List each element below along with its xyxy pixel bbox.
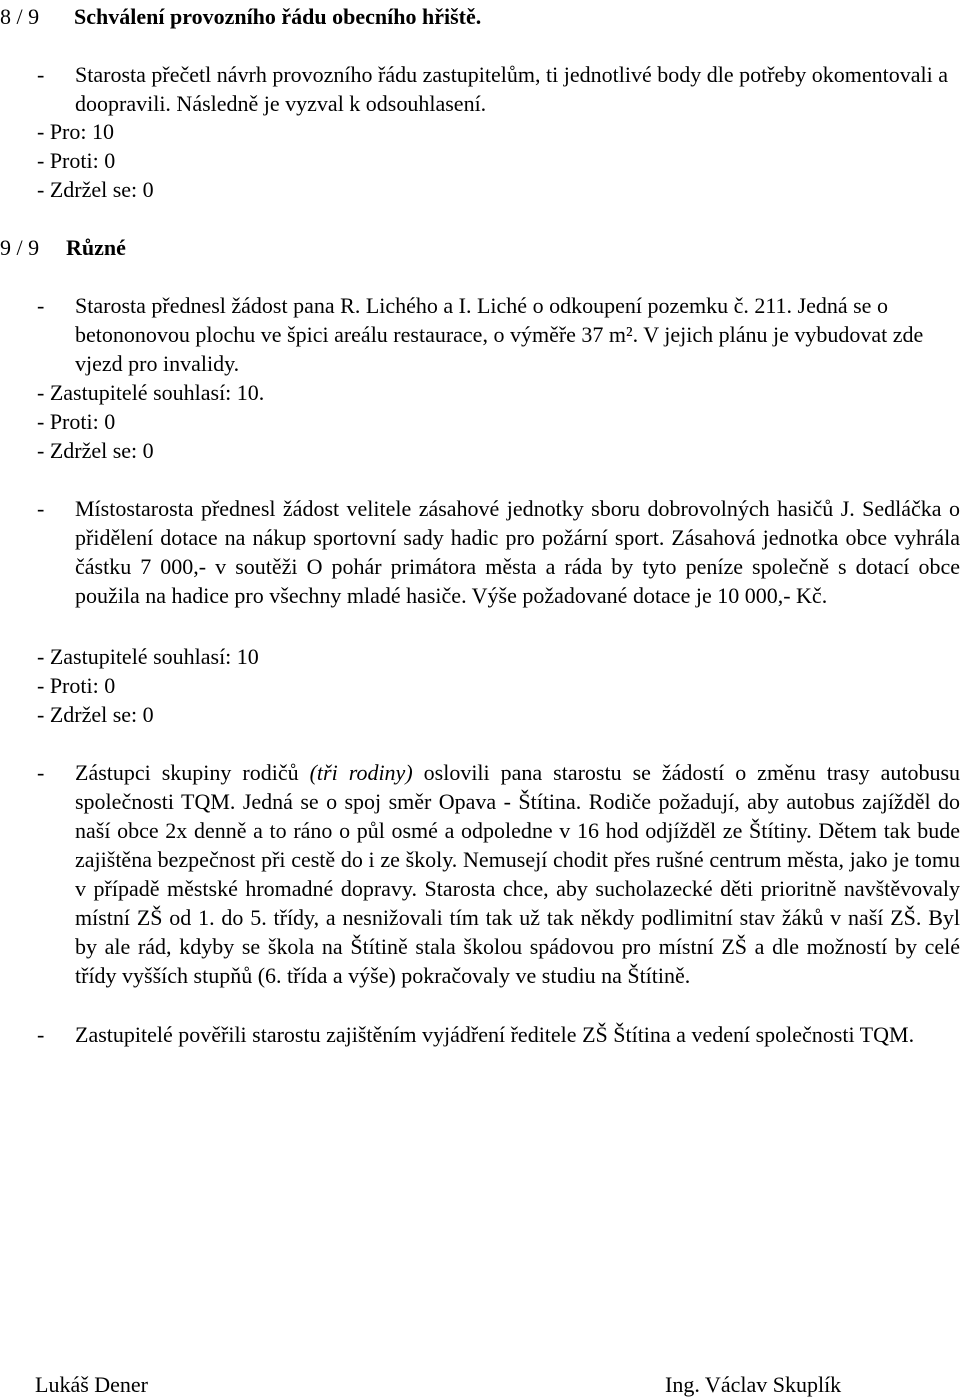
paragraph-text: Zastupitelé pověřili starostu zajištěním vyjádření ředitele ZŠ Štítina a vedení společnosti TQM. xyxy=(75,1022,915,1047)
vote-abstain: - Zdržel se: 0 xyxy=(37,702,154,727)
section-title: Schválení provozního řádu obecního hřiště. xyxy=(74,4,482,29)
paragraph-text: Starosta přečetl návrh provozního řádu zastupitelům, ti jednotlivé body dle potřeby okomentovali a doopravili. Následně je vyzval k odsouhlasení. xyxy=(75,62,949,116)
vote-abstain: - Zdržel se: 0 xyxy=(37,177,154,202)
paragraph xyxy=(0,60,960,118)
vote-for: - Zastupitelé souhlasí: 10 xyxy=(37,644,259,669)
paragraph xyxy=(0,291,960,378)
paragraph-text: Starosta přednesl žádost pana R. Lichého a I. Liché o odkoupení pozemku č. 211. Jedná se o betononovou plochu ve špici areálu restaurace, o výměře 37 m². V jejich plánu je vybudovat zde vjezd pro invalidy. xyxy=(75,293,924,376)
paragraph xyxy=(0,758,960,990)
text-run: Zástupci skupiny rodičů xyxy=(75,760,310,785)
section-number: 8 / 9 xyxy=(0,4,40,29)
paragraph xyxy=(0,1020,960,1049)
vote-against: - Proti: 0 xyxy=(37,673,116,698)
section-heading-8 xyxy=(0,2,481,31)
vote-against: - Proti: 0 xyxy=(37,148,116,173)
vote-for: - Pro: 10 xyxy=(37,119,114,144)
italic-text-run: (tři rodiny) xyxy=(309,760,413,785)
bullet-dash: - xyxy=(37,1022,45,1047)
bullet-dash: - xyxy=(37,293,45,318)
text-run: oslovili pana starostu se žádostí o změnu trasy autobusu společnosti TQM. Jedná se o spoj směr Opava - Štítina. Rodiče požadují, aby autobus zajížděl do naší obce 2x denně a to ráno o půl osmé a odpoledne v 16 hod odjížděl ze Štítiny. Dětem tak bude zajištěna bezpečnost při cestě do i ze školy. Nemusejí chodit přes rušné centrum města, jako je tomu v případě městské hromadné dopravy. Starosta chce, aby sucholazecké děti prioritně navštěvovaly místní ZŠ od 1. do 5. třídy, a nesnižovali tím tak už tak někdy podlimitní stav žáků v naší ZŠ. Byl by ale rád, kdyby se škola na Štítině stala školou spádovou pro místní ZŠ a dle možností by celé třídy vyšších stupňů (6. třída a výše) pokračovaly ve studiu na Štítině. xyxy=(75,760,960,988)
vote-for: - Zastupitelé souhlasí: 10. xyxy=(37,380,265,405)
vote-against: - Proti: 0 xyxy=(37,409,116,434)
bullet-dash: - xyxy=(37,496,45,521)
section-number: 9 / 9 xyxy=(0,235,40,260)
signature-right: Ing. Václav Skuplík xyxy=(665,1372,842,1397)
section-heading-9 xyxy=(0,233,126,262)
paragraph-text xyxy=(75,758,960,990)
section-title: Různé xyxy=(66,235,126,260)
vote-abstain: - Zdržel se: 0 xyxy=(37,438,154,463)
paragraph-text: Místostarosta přednesl žádost velitele zásahové jednotky sboru dobrovolných hasičů J. Sedláčka o přidělení dotace na nákup sportovní sady hadic pro požární sport. Zásahová jednotka obce vyhrála částku 7 000,- v soutěži O pohár primátora města a ráda by tyto peníze společně s dotací obce použila na hadice pro všechny mladé hasiče. Výše požadované dotace je 10 000,- Kč. xyxy=(75,496,960,608)
signature-left: Lukáš Dener xyxy=(35,1372,149,1397)
bullet-dash: - xyxy=(37,760,45,785)
paragraph xyxy=(0,494,960,610)
bullet-dash: - xyxy=(37,62,45,87)
